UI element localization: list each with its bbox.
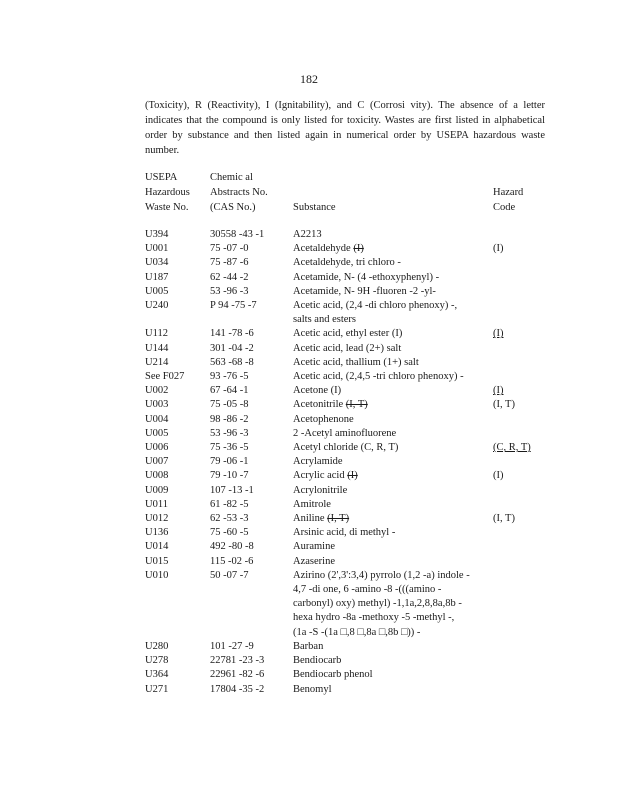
cas-number-cell: 492 -80 -8 <box>210 541 254 553</box>
waste-number-cell: U187 <box>145 271 169 283</box>
substance-line <box>293 683 493 697</box>
substance-cell <box>293 299 493 327</box>
cas-number-cell: 53 -96 -3 <box>210 285 249 297</box>
waste-number-cell: U214 <box>145 356 169 368</box>
table-row <box>145 271 553 285</box>
substance-text: Acetamide, N- 9H -fluoren -2 -yl- <box>293 285 436 297</box>
hazard-code-cell <box>493 555 553 569</box>
waste-table-body <box>145 228 553 697</box>
cas-number-cell: 93 -76 -5 <box>210 371 249 383</box>
table-row <box>145 299 553 327</box>
substance-cell <box>293 683 493 697</box>
waste-number-cell: U240 <box>145 300 169 312</box>
hazard-code-cell <box>493 526 553 540</box>
struck-hazard-text: (I, T) <box>345 399 368 411</box>
table-row <box>145 498 553 512</box>
hazard-code-cell <box>493 569 553 640</box>
substance-text: Acetic acid, lead (2+) salt <box>293 342 402 354</box>
table-row <box>145 370 553 384</box>
cas-number-cell: 61 -82 -5 <box>210 498 249 510</box>
hazard-code-cell <box>493 356 553 370</box>
hazard-code-cell <box>493 427 553 441</box>
substance-line <box>293 441 493 455</box>
substance-line <box>293 398 493 412</box>
intro-text: (Toxicity), R (Reactivity), I (Ignitability), and C (Corrosi vity). The absence of a letter indicates that the compound is only listed for toxicity. Wastes are first listed in alphabetical order by substance and then listed again in numerical order by USEPA hazardous waste number. <box>145 100 545 156</box>
table-row <box>145 540 553 554</box>
substance-text: Auramine <box>293 541 335 553</box>
substance-line <box>293 313 493 327</box>
hazard-code-cell <box>493 640 553 654</box>
waste-number-cell: U007 <box>145 456 169 468</box>
table-row <box>145 285 553 299</box>
cas-number-cell: 107 -13 -1 <box>210 484 254 496</box>
substance-line <box>293 342 493 356</box>
hazard-code-cell: (I) <box>493 328 504 340</box>
waste-number-cell: U006 <box>145 442 169 454</box>
table-row <box>145 384 553 398</box>
substance-text: Acetaldehyde <box>293 243 351 255</box>
substance-line <box>293 285 493 299</box>
substance-line <box>293 512 493 526</box>
waste-number-cell: U005 <box>145 285 169 297</box>
substance-cell <box>293 242 493 256</box>
cas-number-cell: 30558 -43 -1 <box>210 229 265 240</box>
substance-text: salts and esters <box>293 314 356 326</box>
substance-line <box>293 526 493 540</box>
substance-text: Acrylonitrile <box>293 484 348 496</box>
hazard-code-cell <box>493 285 553 299</box>
substance-cell <box>293 285 493 299</box>
substance-line <box>293 228 493 242</box>
waste-table <box>145 228 553 697</box>
cas-number-cell: 75 -05 -8 <box>210 399 249 411</box>
table-row <box>145 555 553 569</box>
cas-number-cell: 17804 -35 -2 <box>210 683 265 695</box>
substance-cell <box>293 271 493 285</box>
table-row <box>145 469 553 483</box>
cas-number-cell: 141 -78 -6 <box>210 328 254 340</box>
substance-line <box>293 484 493 498</box>
cas-number-cell: 79 -06 -1 <box>210 456 249 468</box>
hazard-code-cell <box>493 540 553 554</box>
hazard-code-cell <box>493 413 553 427</box>
cas-number-cell: 75 -07 -0 <box>210 243 249 255</box>
hazard-code-cell <box>493 256 553 270</box>
table-row <box>145 327 553 341</box>
header-waste-line: USEPA <box>145 172 178 183</box>
substance-text: Bendiocarb <box>293 655 342 667</box>
substance-cell <box>293 668 493 682</box>
substance-line <box>293 327 493 341</box>
header-hazard-code <box>493 185 523 215</box>
substance-cell <box>293 427 493 441</box>
header-waste-line: Waste No. <box>145 202 189 213</box>
hazard-code-cell <box>493 498 553 512</box>
substance-line <box>293 256 493 270</box>
waste-number-cell: U136 <box>145 527 169 539</box>
table-row <box>145 228 553 242</box>
hazard-code-cell <box>493 342 553 356</box>
waste-number-cell: U394 <box>145 229 169 240</box>
waste-number-cell: U002 <box>145 385 169 397</box>
table-row <box>145 683 553 697</box>
table-row <box>145 668 553 682</box>
waste-number-cell: U015 <box>145 555 169 567</box>
table-row <box>145 413 553 427</box>
substance-cell <box>293 484 493 498</box>
cas-number-cell: 115 -02 -6 <box>210 555 254 567</box>
substance-text: Acetic acid, (2,4 -di chloro phenoxy) -, <box>293 300 458 312</box>
table-row <box>145 484 553 498</box>
substance-line <box>293 370 493 384</box>
substance-cell <box>293 555 493 569</box>
substance-cell <box>293 569 493 640</box>
cas-number-cell: 563 -68 -8 <box>210 356 254 368</box>
substance-line <box>293 555 493 569</box>
cas-number-cell: 75 -87 -6 <box>210 257 249 269</box>
hazard-code-cell: (I, T) <box>493 399 515 411</box>
waste-number-cell: U001 <box>145 243 169 255</box>
hazard-code-cell <box>493 271 553 285</box>
struck-hazard-text: (I, T) <box>327 513 350 525</box>
substance-line <box>293 540 493 554</box>
substance-cell <box>293 370 493 384</box>
substance-text: Acrylamide <box>293 456 343 468</box>
hazard-code-cell <box>493 370 553 384</box>
substance-text: Acetic acid, ethyl ester (I) <box>293 328 403 340</box>
table-row <box>145 342 553 356</box>
header-waste-line: Hazardous <box>145 187 190 198</box>
hazard-code-cell: (C, R, T) <box>493 442 531 454</box>
substance-text: 2 -Acetyl aminofluorene <box>293 427 397 439</box>
header-cas-line: (CAS No.) <box>210 202 256 213</box>
substance-cell <box>293 398 493 412</box>
hazard-code-cell: (I) <box>493 243 504 255</box>
waste-number-cell: U011 <box>145 498 168 510</box>
substance-text: A2213 <box>293 229 322 240</box>
cas-number-cell: 50 -07 -7 <box>210 569 249 581</box>
cas-number-cell: 67 -64 -1 <box>210 385 249 397</box>
table-row <box>145 455 553 469</box>
intro-paragraph <box>145 98 545 158</box>
waste-number-cell: U278 <box>145 655 169 667</box>
substance-text: Acetone (I) <box>293 385 342 397</box>
waste-number-cell: U012 <box>145 513 169 525</box>
substance-text: Azaserine <box>293 555 335 567</box>
cas-number-cell: 101 -27 -9 <box>210 640 254 652</box>
substance-text: Acetaldehyde, tri chloro - <box>293 257 401 269</box>
hazard-code-cell <box>493 228 553 242</box>
substance-text: Arsinic acid, di methyl - <box>293 527 396 539</box>
substance-line <box>293 455 493 469</box>
substance-cell <box>293 256 493 270</box>
cas-number-cell: 62 -53 -3 <box>210 513 249 525</box>
waste-number-cell: U280 <box>145 640 169 652</box>
substance-text: hexa hydro -8a -methoxy -5 -methyl -, <box>293 612 455 624</box>
substance-line <box>293 498 493 512</box>
substance-cell <box>293 526 493 540</box>
substance-text: Bendiocarb phenol <box>293 669 373 681</box>
substance-text: carbonyl) oxy) methyl) -1,1a,2,8,8a,8b - <box>293 598 462 610</box>
table-row <box>145 441 553 455</box>
hazard-code-cell: (I) <box>493 385 504 397</box>
substance-text: Acetamide, N- (4 -ethoxyphenyl) - <box>293 271 440 283</box>
substance-line <box>293 469 493 483</box>
hazard-code-cell <box>493 484 553 498</box>
cas-number-cell: P 94 -75 -7 <box>210 300 257 312</box>
hazard-code-cell <box>493 668 553 682</box>
page-number: 182 <box>300 72 318 86</box>
substance-text: Acetophenone <box>293 413 354 425</box>
substance-cell <box>293 441 493 455</box>
substance-cell <box>293 327 493 341</box>
table-row <box>145 526 553 540</box>
cas-number-cell: 79 -10 -7 <box>210 470 249 482</box>
hazard-code-cell <box>493 683 553 697</box>
table-row <box>145 512 553 526</box>
substance-line <box>293 299 493 313</box>
substance-cell <box>293 342 493 356</box>
substance-text: Barban <box>293 640 324 652</box>
substance-line <box>293 271 493 285</box>
waste-number-cell: U271 <box>145 683 169 695</box>
substance-cell <box>293 356 493 370</box>
waste-number-cell: U034 <box>145 257 169 269</box>
table-row <box>145 654 553 668</box>
waste-number-cell: U008 <box>145 470 169 482</box>
waste-number-cell: U003 <box>145 399 169 411</box>
struck-hazard-text: (I) <box>353 243 364 255</box>
struck-hazard-text: (I) <box>347 470 358 482</box>
substance-text: Azirino (2',3':3,4) pyrrolo (1,2 -a) indole - <box>293 569 470 581</box>
substance-text: Acetyl chloride (C, R, T) <box>293 442 399 454</box>
substance-cell <box>293 654 493 668</box>
hazard-code-cell <box>493 455 553 469</box>
substance-line <box>293 427 493 441</box>
cas-number-cell: 22961 -82 -6 <box>210 669 265 681</box>
hazard-code-cell: (I) <box>493 470 504 482</box>
substance-cell <box>293 640 493 654</box>
substance-cell <box>293 512 493 526</box>
substance-cell <box>293 540 493 554</box>
substance-line <box>293 654 493 668</box>
table-row <box>145 356 553 370</box>
substance-line <box>293 640 493 654</box>
substance-line <box>293 242 493 256</box>
header-cas-line: Abstracts No. <box>210 187 268 198</box>
substance-line <box>293 668 493 682</box>
table-row <box>145 242 553 256</box>
cas-number-cell: 62 -44 -2 <box>210 271 249 283</box>
substance-text: Acetonitrile <box>293 399 344 411</box>
substance-cell <box>293 413 493 427</box>
cas-number-cell: 301 -04 -2 <box>210 342 254 354</box>
waste-number-cell: U144 <box>145 342 169 354</box>
substance-text: (1a -S -(1a □,8 □,8a □,8b □)) - <box>293 626 421 638</box>
substance-text: Benomyl <box>293 683 332 695</box>
substance-line <box>293 583 493 597</box>
substance-text: Acetic acid, thallium (1+) salt <box>293 356 419 368</box>
substance-line <box>293 413 493 427</box>
cas-number-cell: 53 -96 -3 <box>210 427 249 439</box>
waste-number-cell: U004 <box>145 413 169 425</box>
header-cas-number <box>210 170 268 215</box>
table-row <box>145 256 553 270</box>
hazard-code-cell: (I, T) <box>493 513 515 525</box>
table-row <box>145 569 553 640</box>
hazard-code-cell <box>493 654 553 668</box>
substance-cell <box>293 228 493 242</box>
cas-number-cell: 22781 -23 -3 <box>210 655 265 667</box>
waste-number-cell: U010 <box>145 569 169 581</box>
substance-text: 4,7 -di one, 6 -amino -8 -(((amino - <box>293 584 442 596</box>
table-row <box>145 427 553 441</box>
waste-number-cell: U009 <box>145 484 169 496</box>
header-substance: Substance <box>293 202 336 213</box>
waste-number-cell: U005 <box>145 427 169 439</box>
cas-number-cell: 75 -60 -5 <box>210 527 249 539</box>
table-row <box>145 640 553 654</box>
hazard-code-cell <box>493 299 553 327</box>
substance-cell <box>293 469 493 483</box>
cas-number-cell: 75 -36 -5 <box>210 442 249 454</box>
substance-text: Amitrole <box>293 498 331 510</box>
cas-number-cell: 98 -86 -2 <box>210 413 249 425</box>
substance-line <box>293 611 493 625</box>
table-row <box>145 398 553 412</box>
waste-number-cell: U112 <box>145 328 168 340</box>
waste-number-cell: U364 <box>145 669 169 681</box>
waste-number-cell: See F027 <box>145 371 185 383</box>
substance-text: Aniline <box>293 513 325 525</box>
substance-line <box>293 569 493 583</box>
substance-line <box>293 356 493 370</box>
substance-line <box>293 384 493 398</box>
substance-cell <box>293 384 493 398</box>
header-hazard-line: Code <box>493 202 516 213</box>
header-hazard-line: Hazard <box>493 187 524 198</box>
substance-line <box>293 626 493 640</box>
substance-cell <box>293 498 493 512</box>
substance-cell <box>293 455 493 469</box>
header-cas-line: Chemic al <box>210 172 253 183</box>
waste-number-cell: U014 <box>145 541 169 553</box>
substance-text: Acrylic acid <box>293 470 345 482</box>
header-waste-number <box>145 170 190 215</box>
substance-text: Acetic acid, (2,4,5 -tri chloro phenoxy) - <box>293 371 464 383</box>
substance-line <box>293 597 493 611</box>
